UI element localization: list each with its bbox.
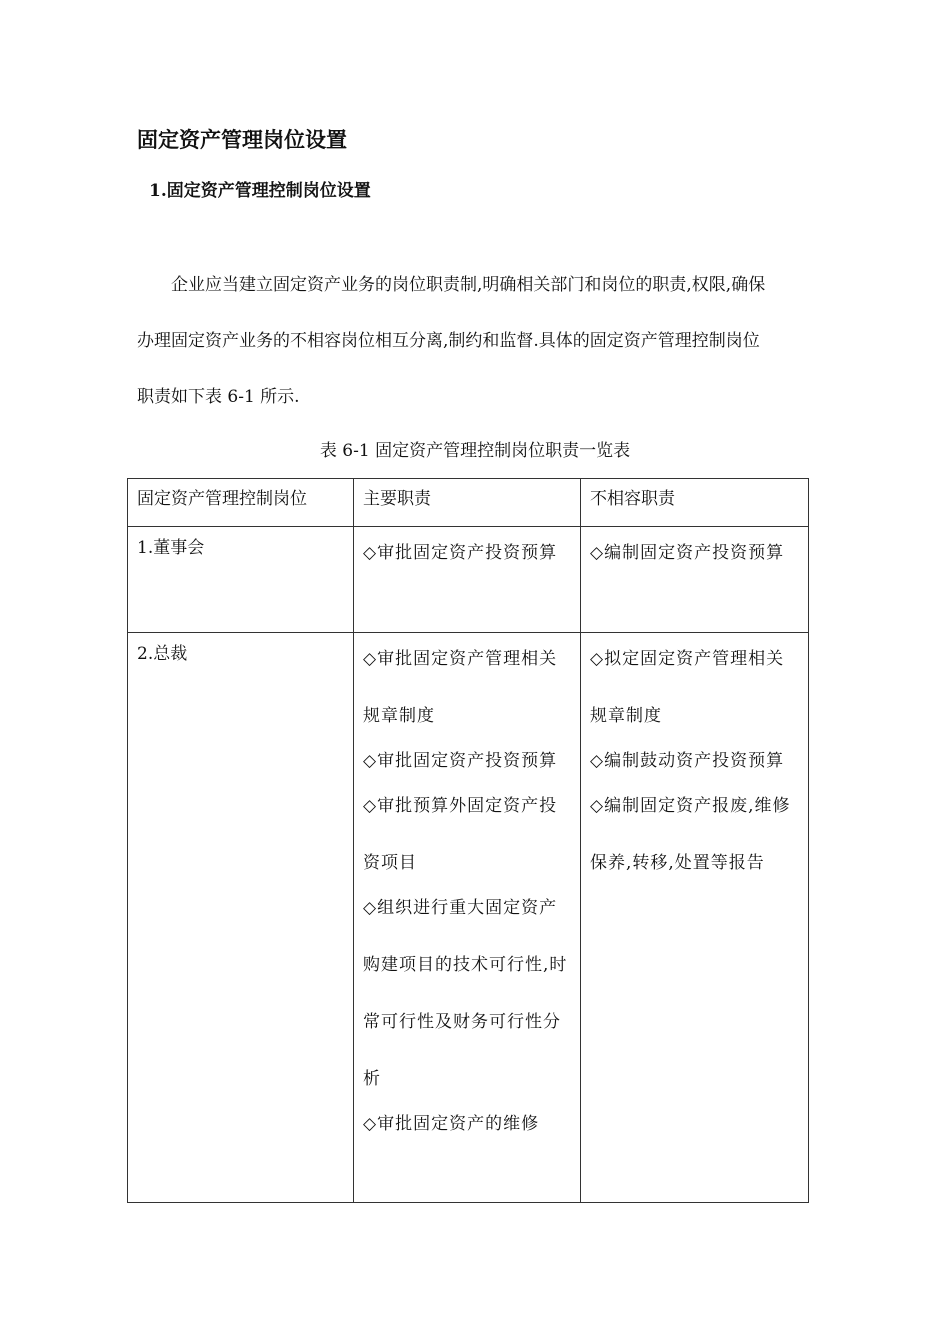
duty-table [127,478,809,1203]
header-duties: 主要职责 [354,479,581,527]
header-incompatible: 不相容职责 [581,479,809,527]
duty-item: ◇审批固定资产投资预算 [363,751,558,771]
duties-cell [354,633,581,1203]
table-caption: 表 6-1 固定资产管理控制岗位职责一览表 [319,441,631,461]
duty-item: ◇审批固定资产的维修 [363,1114,540,1134]
table-row [128,527,809,633]
page-heading: 固定资产管理岗位设置 [137,127,347,152]
body-paragraph [137,257,837,425]
duties-cell [354,527,581,633]
duty-item: ◇审批固定资产投资预算 [363,543,558,563]
duty-item: ◇组织进行重大固定资产购建项目的技术可行性,时常可行性及财务可行性分析 [363,898,568,1089]
position-cell: 1.董事会 [128,527,354,633]
duty-item: ◇审批固定资产管理相关规章制度 [363,649,558,726]
header-position: 固定资产管理控制岗位 [128,479,354,527]
incompatible-item: ◇编制鼓动资产投资预算 [590,751,785,771]
table-row [128,633,809,1203]
incompatible-cell [581,633,809,1203]
position-cell: 2.总裁 [128,633,354,1203]
incompatible-item: ◇拟定固定资产管理相关规章制度 [590,649,785,726]
paragraph-line: 办理固定资产业务的不相容岗位相互分离,制约和监督.具体的固定资产管理控制岗位 [137,331,760,351]
table-header-row [128,479,809,527]
duty-item: ◇审批预算外固定资产投资项目 [363,796,558,873]
incompatible-cell [581,527,809,633]
paragraph-line: 职责如下表 6-1 所示. [137,387,300,407]
paragraph-line: 企业应当建立固定资产业务的岗位职责制,明确相关部门和岗位的职责,权限,确保 [171,275,766,295]
incompatible-item: ◇编制固定资产投资预算 [590,543,785,563]
incompatible-item: ◇编制固定资产报废,维修保养,转移,处置等报告 [590,796,791,873]
section-heading: 1.固定资产管理控制岗位设置 [149,181,371,201]
